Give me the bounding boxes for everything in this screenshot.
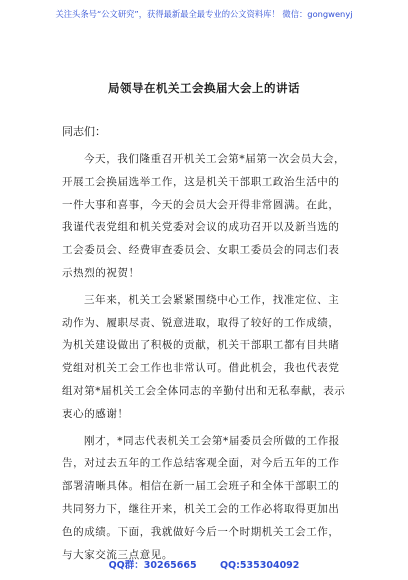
paragraph-line: 开展工会换届选举工作，这是机关干部职工政治生活中的 [62, 175, 340, 188]
footer-contact [0, 557, 408, 571]
salutation: 同志们： [62, 125, 106, 138]
paragraph-line: 我谨代表党组和机关党委对会议的成功召开以及新当选的 [62, 221, 340, 234]
paragraph-line: 一件大事和喜事，今天的会员大会开得非常圆满。在此， [62, 198, 340, 211]
paragraph-line: 为机关建设做出了积极的贡献，机关干部职工都有目共睹 [62, 339, 340, 352]
document-title: 局领导在机关工会换届大会上的讲话 [108, 81, 300, 95]
paragraph-line: 衷心的感谢！ [62, 407, 129, 420]
paragraph-line: 组对第*届机关工会全体同志的辛勤付出和无私奉献，表示 [62, 384, 346, 397]
document-body [62, 119, 368, 570]
paragraph-line: 动作为、履职尽责、锐意进取，取得了较好的工作成绩， [62, 316, 340, 329]
paragraph-line: 告，对过去五年的工作总结客观全面，对今后五年的工作 [62, 457, 340, 470]
paragraph-line: 三年来，机关工会紧紧围绕中心工作，找准定位、主 [84, 293, 340, 306]
paragraph-line: 色的成绩。下面，我就做好今后一个时期机关工会工作， [62, 525, 340, 538]
paragraph-line: 与大家交流三点意见。 [62, 548, 173, 561]
paragraph-line: 今天，我们隆重召开机关工会第*届第一次会员大会， [84, 153, 346, 165]
paragraph-line: 共同努力下，继往开来，机关工会的工作必将取得更加出 [62, 502, 340, 515]
paragraph-line: 部署清晰具体。相信在新一届工会班子和全体干部职工的 [62, 480, 340, 493]
paragraph-line: 工会委员会、经费审查委员会、女职工委员会的同志们表 [62, 244, 340, 257]
paragraph-line: 刚才，*同志代表机关工会第*届委员会所做的工作报 [84, 434, 340, 447]
header-promo-note: 关注头条号“公文研究”，获得最新最全最专业的公文资料库！ 微信：gongwenyj [55, 9, 353, 19]
paragraph-2 [62, 289, 368, 426]
paragraph-3 [62, 430, 368, 567]
paragraph-line: 党组对机关工会工作也非常认可。借此机会，我也代表党 [62, 362, 340, 375]
paragraph-line: 示热烈的祝贺！ [62, 266, 140, 279]
footer-qq-group: QQ群：30265665 [108, 560, 197, 571]
paragraph-1 [62, 148, 368, 285]
footer-qq-number: QQ:535304092 [219, 560, 300, 571]
